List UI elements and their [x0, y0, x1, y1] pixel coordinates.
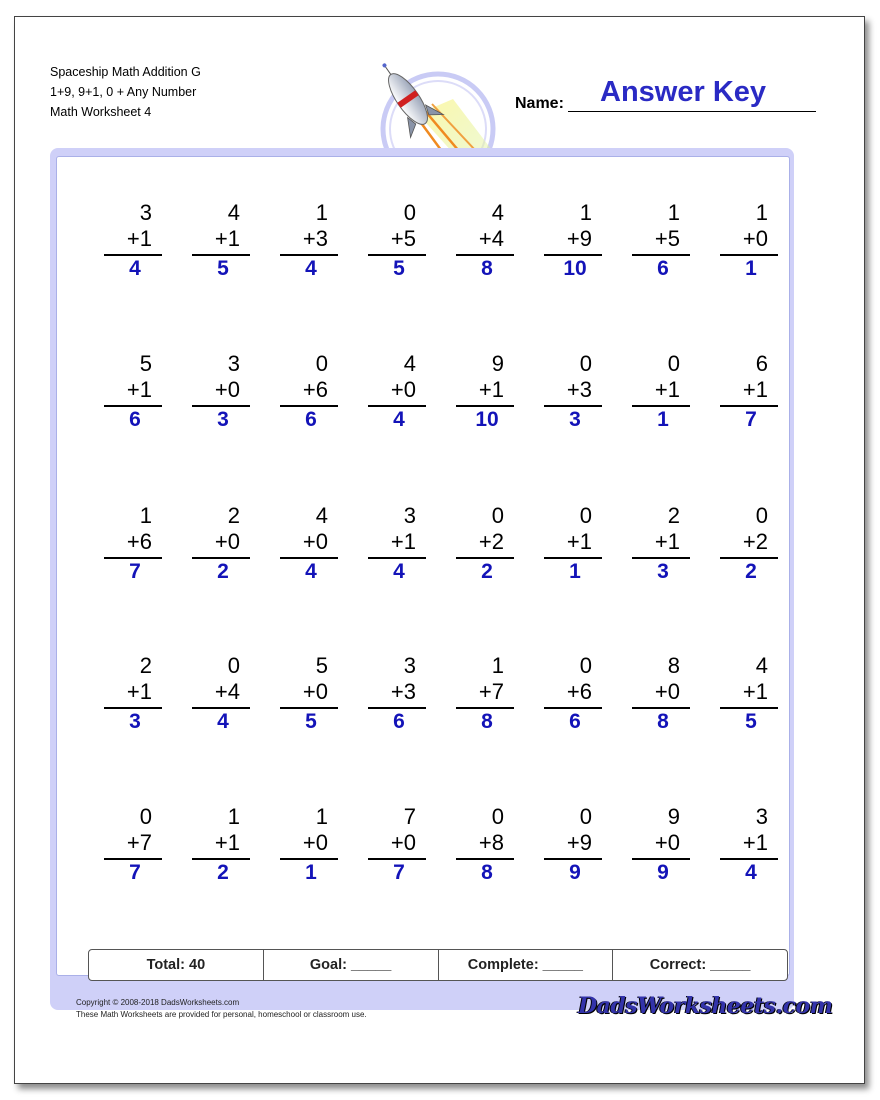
answer: 4: [217, 710, 229, 733]
problem: [542, 503, 602, 585]
addend-bottom: +1: [742, 377, 768, 402]
problem: [718, 653, 778, 735]
problem: [454, 804, 514, 886]
problem: [278, 503, 338, 585]
problem: [630, 200, 690, 282]
footer-text: [76, 997, 367, 1021]
addend-bottom: +8: [478, 830, 504, 855]
answer: 7: [745, 408, 757, 431]
addend-top: 3: [403, 653, 416, 678]
answer: 6: [569, 710, 581, 733]
addend-top: 2: [227, 503, 240, 528]
answer: 9: [569, 861, 581, 884]
problem: [366, 503, 426, 585]
problem: [278, 653, 338, 735]
answer: 2: [481, 560, 493, 583]
addend-bottom: +4: [214, 679, 240, 704]
addend-top: 0: [139, 804, 152, 829]
problem: [630, 804, 690, 886]
problem: [454, 503, 514, 585]
addend-bottom: +1: [126, 377, 152, 402]
answer: 3: [129, 710, 141, 733]
answer: 1: [745, 257, 757, 280]
worksheet-subtitle: 1+9, 9+1, 0 + Any Number: [50, 85, 197, 99]
addend-bottom: +9: [566, 830, 592, 855]
problem: [278, 200, 338, 282]
addend-top: 0: [403, 200, 416, 225]
answer: 4: [745, 861, 757, 884]
problem: [190, 200, 250, 282]
answer: 1: [305, 861, 317, 884]
answer: 6: [129, 408, 141, 431]
problem: [278, 351, 338, 433]
problem: [102, 351, 162, 433]
answer: 6: [305, 408, 317, 431]
addend-top: 8: [667, 653, 680, 678]
answer: 8: [657, 710, 669, 733]
addend-bottom: +5: [654, 226, 680, 251]
addend-bottom: +2: [478, 529, 504, 554]
answer: 10: [475, 408, 499, 431]
problem: [454, 653, 514, 735]
total-cell: Total: 40: [89, 950, 264, 980]
score-bar: [88, 949, 788, 981]
problem: [718, 503, 778, 585]
addend-top: 0: [579, 804, 592, 829]
addend-bottom: +0: [214, 377, 240, 402]
addend-bottom: +5: [390, 226, 416, 251]
addend-top: 3: [227, 351, 240, 376]
addend-bottom: +0: [302, 679, 328, 704]
addend-bottom: +0: [302, 529, 328, 554]
answer: 7: [129, 560, 141, 583]
answer: 4: [129, 257, 141, 280]
problem: [542, 804, 602, 886]
answer: 3: [657, 560, 669, 583]
problem: [454, 200, 514, 282]
answer: 10: [563, 257, 587, 280]
addend-top: 4: [403, 351, 416, 376]
problem: [190, 351, 250, 433]
problem: [718, 804, 778, 886]
addend-bottom: +0: [390, 830, 416, 855]
addend-bottom: +1: [126, 226, 152, 251]
answer-key-label: Answer Key: [600, 76, 767, 108]
addend-top: 0: [491, 503, 504, 528]
problem: [278, 804, 338, 886]
answer: 5: [745, 710, 757, 733]
answer: 3: [569, 408, 581, 431]
complete-cell: Complete: _____: [439, 950, 614, 980]
addend-top: 1: [755, 200, 768, 225]
problem: [190, 653, 250, 735]
answer: 8: [481, 861, 493, 884]
problem: [630, 351, 690, 433]
addend-bottom: +1: [390, 529, 416, 554]
addend-top: 4: [227, 200, 240, 225]
addend-top: 0: [315, 351, 328, 376]
addend-top: 1: [491, 653, 504, 678]
addend-top: 0: [667, 351, 680, 376]
addend-bottom: +0: [214, 529, 240, 554]
addend-bottom: +1: [214, 226, 240, 251]
problem: [366, 200, 426, 282]
answer: 1: [657, 408, 669, 431]
addend-top: 2: [667, 503, 680, 528]
addend-bottom: +1: [654, 529, 680, 554]
worksheet-title: Spaceship Math Addition G: [50, 65, 201, 79]
addend-bottom: +3: [302, 226, 328, 251]
problem: [190, 804, 250, 886]
answer: 5: [217, 257, 229, 280]
answer: 7: [393, 861, 405, 884]
addend-top: 3: [139, 200, 152, 225]
problem: [718, 200, 778, 282]
goal-cell: Goal: _____: [264, 950, 439, 980]
name-label: Name:: [515, 95, 564, 112]
addend-bottom: +0: [390, 377, 416, 402]
addend-top: 6: [755, 351, 768, 376]
answer: 2: [217, 861, 229, 884]
addend-top: 7: [403, 804, 416, 829]
addend-bottom: +0: [654, 830, 680, 855]
problem: [366, 351, 426, 433]
problem: [542, 653, 602, 735]
problem: [630, 653, 690, 735]
addend-top: 1: [315, 200, 328, 225]
problem: [454, 351, 514, 433]
addend-bottom: +7: [126, 830, 152, 855]
problem: [102, 804, 162, 886]
answer: 9: [657, 861, 669, 884]
addend-top: 1: [667, 200, 680, 225]
worksheet-header: [50, 62, 201, 122]
addend-top: 9: [491, 351, 504, 376]
answer: 6: [393, 710, 405, 733]
addend-top: 0: [227, 653, 240, 678]
addend-bottom: +6: [126, 529, 152, 554]
problem: [102, 503, 162, 585]
addend-top: 2: [139, 653, 152, 678]
answer: 8: [481, 710, 493, 733]
addend-top: 0: [755, 503, 768, 528]
addend-top: 1: [579, 200, 592, 225]
addend-bottom: +1: [742, 679, 768, 704]
answer: 5: [305, 710, 317, 733]
problem: [366, 653, 426, 735]
addend-bottom: +1: [126, 679, 152, 704]
answer: 4: [305, 560, 317, 583]
addend-top: 1: [227, 804, 240, 829]
answer: 4: [393, 408, 405, 431]
correct-cell: Correct: _____: [649, 957, 751, 973]
addend-bottom: +1: [214, 830, 240, 855]
problem: [366, 804, 426, 886]
addend-top: 1: [139, 503, 152, 528]
addend-top: 4: [315, 503, 328, 528]
answer: 1: [569, 560, 581, 583]
addend-top: 4: [491, 200, 504, 225]
addend-bottom: +3: [390, 679, 416, 704]
problem: [630, 503, 690, 585]
problem-grid: [72, 180, 792, 910]
answer: 4: [393, 560, 405, 583]
addend-bottom: +6: [566, 679, 592, 704]
answer: 3: [217, 408, 229, 431]
problem: [190, 503, 250, 585]
problem: [102, 653, 162, 735]
answer: 4: [305, 257, 317, 280]
answer: 2: [217, 560, 229, 583]
answer: 7: [129, 861, 141, 884]
copyright-text: Copyright © 2008-2018 DadsWorksheets.com: [76, 998, 240, 1007]
addend-top: 3: [755, 804, 768, 829]
addend-top: 5: [139, 351, 152, 376]
problem: [542, 200, 602, 282]
addend-bottom: +1: [654, 377, 680, 402]
name-line: [568, 111, 816, 112]
answer: 2: [745, 560, 757, 583]
addend-bottom: +9: [566, 226, 592, 251]
addend-bottom: +1: [742, 830, 768, 855]
worksheet-number: Math Worksheet 4: [50, 105, 152, 119]
addend-top: 1: [315, 804, 328, 829]
addend-bottom: +0: [302, 830, 328, 855]
addend-bottom: +0: [654, 679, 680, 704]
addend-bottom: +1: [566, 529, 592, 554]
addend-top: 5: [315, 653, 328, 678]
addend-bottom: +1: [478, 377, 504, 402]
answer: 5: [393, 257, 405, 280]
problem: [718, 351, 778, 433]
addend-top: 9: [667, 804, 680, 829]
usage-notice: These Math Worksheets are provided for personal, homeschool or classroom use.: [76, 1010, 367, 1019]
problem: [542, 351, 602, 433]
answer: 6: [657, 257, 669, 280]
addend-top: 0: [579, 503, 592, 528]
addend-top: 0: [491, 804, 504, 829]
addend-top: 3: [403, 503, 416, 528]
addend-bottom: +3: [566, 377, 592, 402]
addend-bottom: +2: [742, 529, 768, 554]
addend-bottom: +7: [478, 679, 504, 704]
addend-top: 0: [579, 653, 592, 678]
problem: [102, 200, 162, 282]
answer: 8: [481, 257, 493, 280]
addend-bottom: +0: [742, 226, 768, 251]
dadsworksheets-logo: DadsWorksheets.com: [578, 993, 833, 1019]
addend-top: 4: [755, 653, 768, 678]
addend-bottom: +6: [302, 377, 328, 402]
addend-top: 0: [579, 351, 592, 376]
addend-bottom: +4: [478, 226, 504, 251]
